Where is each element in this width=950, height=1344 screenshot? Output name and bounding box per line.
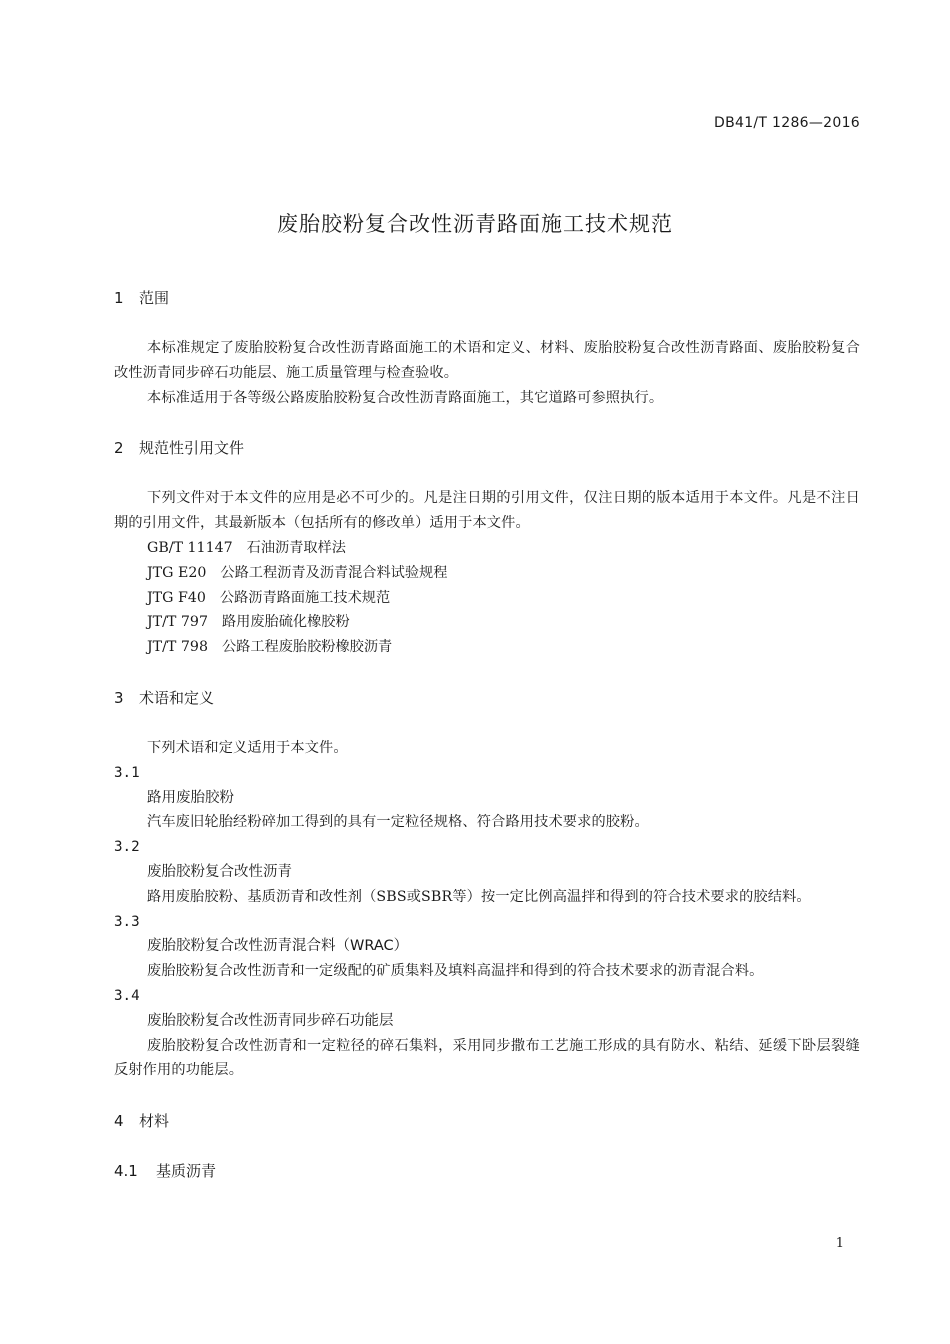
term-definition: 路用废胎胶粉、基质沥青和改性剂（SBS或SBR等）按一定比例高温拌和得到的符合技术要求的胶结料。 bbox=[147, 888, 811, 905]
section-title: 范围 bbox=[139, 289, 170, 307]
term-name: 废胎胶粉复合改性沥青同步碎石功能层 bbox=[147, 1012, 394, 1029]
reference-name: 公路沥青路面施工技术规范 bbox=[219, 589, 391, 606]
reference-item bbox=[114, 561, 860, 586]
section-heading-terms-definitions bbox=[114, 686, 860, 710]
subsection-heading-base-asphalt bbox=[114, 1159, 860, 1183]
paragraph: 本标准规定了废胎胶粉复合改性沥青路面施工的术语和定义、材料、废胎胶粉复合改性沥青路面、废胎胶粉复合改性沥青同步碎石功能层、施工质量管理与检查验收。 bbox=[114, 340, 860, 381]
paragraph: 下列文件对于本文件的应用是必不可少的。凡是注日期的引用文件，仅注日期的版本适用于本文件。凡是不注日期的引用文件，其最新版本（包括所有的修改单）适用于本文件。 bbox=[114, 490, 860, 532]
reference-code: JTG E20 bbox=[147, 564, 207, 581]
reference-item bbox=[114, 536, 860, 561]
reference-item bbox=[114, 586, 860, 611]
standard-code: DB41/T 1286—2016 bbox=[714, 115, 860, 131]
section-number: 4 bbox=[114, 1112, 124, 1131]
section-title: 术语和定义 bbox=[139, 688, 215, 707]
section-heading-materials bbox=[114, 1109, 860, 1133]
page-number: 1 bbox=[835, 1236, 844, 1251]
section-number: 3 bbox=[114, 688, 124, 707]
document-body bbox=[114, 286, 860, 1183]
subsection-number: 4.1 bbox=[114, 1162, 138, 1181]
section-number: 1 bbox=[114, 289, 124, 307]
section-title: 材料 bbox=[139, 1112, 170, 1131]
term-name: 路用废胎胶粉 bbox=[147, 789, 234, 806]
term-definition: 废胎胶粉复合改性沥青和一定粒径的碎石集料，采用同步撒布工艺施工形成的具有防水、粘结、延缓下卧层裂缝反射作用的功能层。 bbox=[114, 1037, 860, 1079]
term-definition: 废胎胶粉复合改性沥青和一定级配的矿质集料及填料高温拌和得到的符合技术要求的沥青混合料。 bbox=[147, 963, 764, 980]
section-number: 2 bbox=[114, 439, 124, 458]
subsection-title: 基质沥青 bbox=[156, 1162, 217, 1181]
term-definition: 汽车废旧轮胎经粉碎加工得到的具有一定粒径规格、符合路用技术要求的胶粉。 bbox=[147, 814, 649, 831]
term-number: 3.1 bbox=[114, 764, 140, 781]
reference-code: GB/T 11147 bbox=[147, 539, 233, 556]
reference-name: 公路工程沥青及沥青混合料试验规程 bbox=[220, 564, 448, 581]
reference-code: JT/T 797 bbox=[147, 614, 208, 631]
term-name: 废胎胶粉复合改性沥青混合料（WRAC） bbox=[147, 938, 409, 955]
term-number: 3.2 bbox=[114, 839, 140, 856]
reference-code: JT/T 798 bbox=[147, 639, 208, 656]
term-number: 3.3 bbox=[114, 913, 140, 930]
reference-name: 石油沥青取样法 bbox=[246, 539, 346, 556]
reference-item bbox=[114, 610, 860, 635]
paragraph: 下列术语和定义适用于本文件。 bbox=[147, 739, 348, 756]
reference-item bbox=[114, 635, 860, 660]
term-number: 3.4 bbox=[114, 987, 140, 1004]
reference-name: 公路工程废胎胶粉橡胶沥青 bbox=[221, 639, 393, 656]
paragraph: 本标准适用于各等级公路废胎胶粉复合改性沥青路面施工，其它道路可参照执行。 bbox=[147, 389, 664, 406]
section-heading-scope bbox=[114, 286, 860, 310]
reference-name: 路用废胎硫化橡胶粉 bbox=[221, 614, 350, 631]
section-heading-normative-references bbox=[114, 436, 860, 460]
reference-code: JTG F40 bbox=[147, 589, 206, 606]
document-title: 废胎胶粉复合改性沥青路面施工技术规范 bbox=[277, 212, 673, 236]
section-title: 规范性引用文件 bbox=[139, 439, 245, 458]
term-name: 废胎胶粉复合改性沥青 bbox=[147, 863, 292, 880]
